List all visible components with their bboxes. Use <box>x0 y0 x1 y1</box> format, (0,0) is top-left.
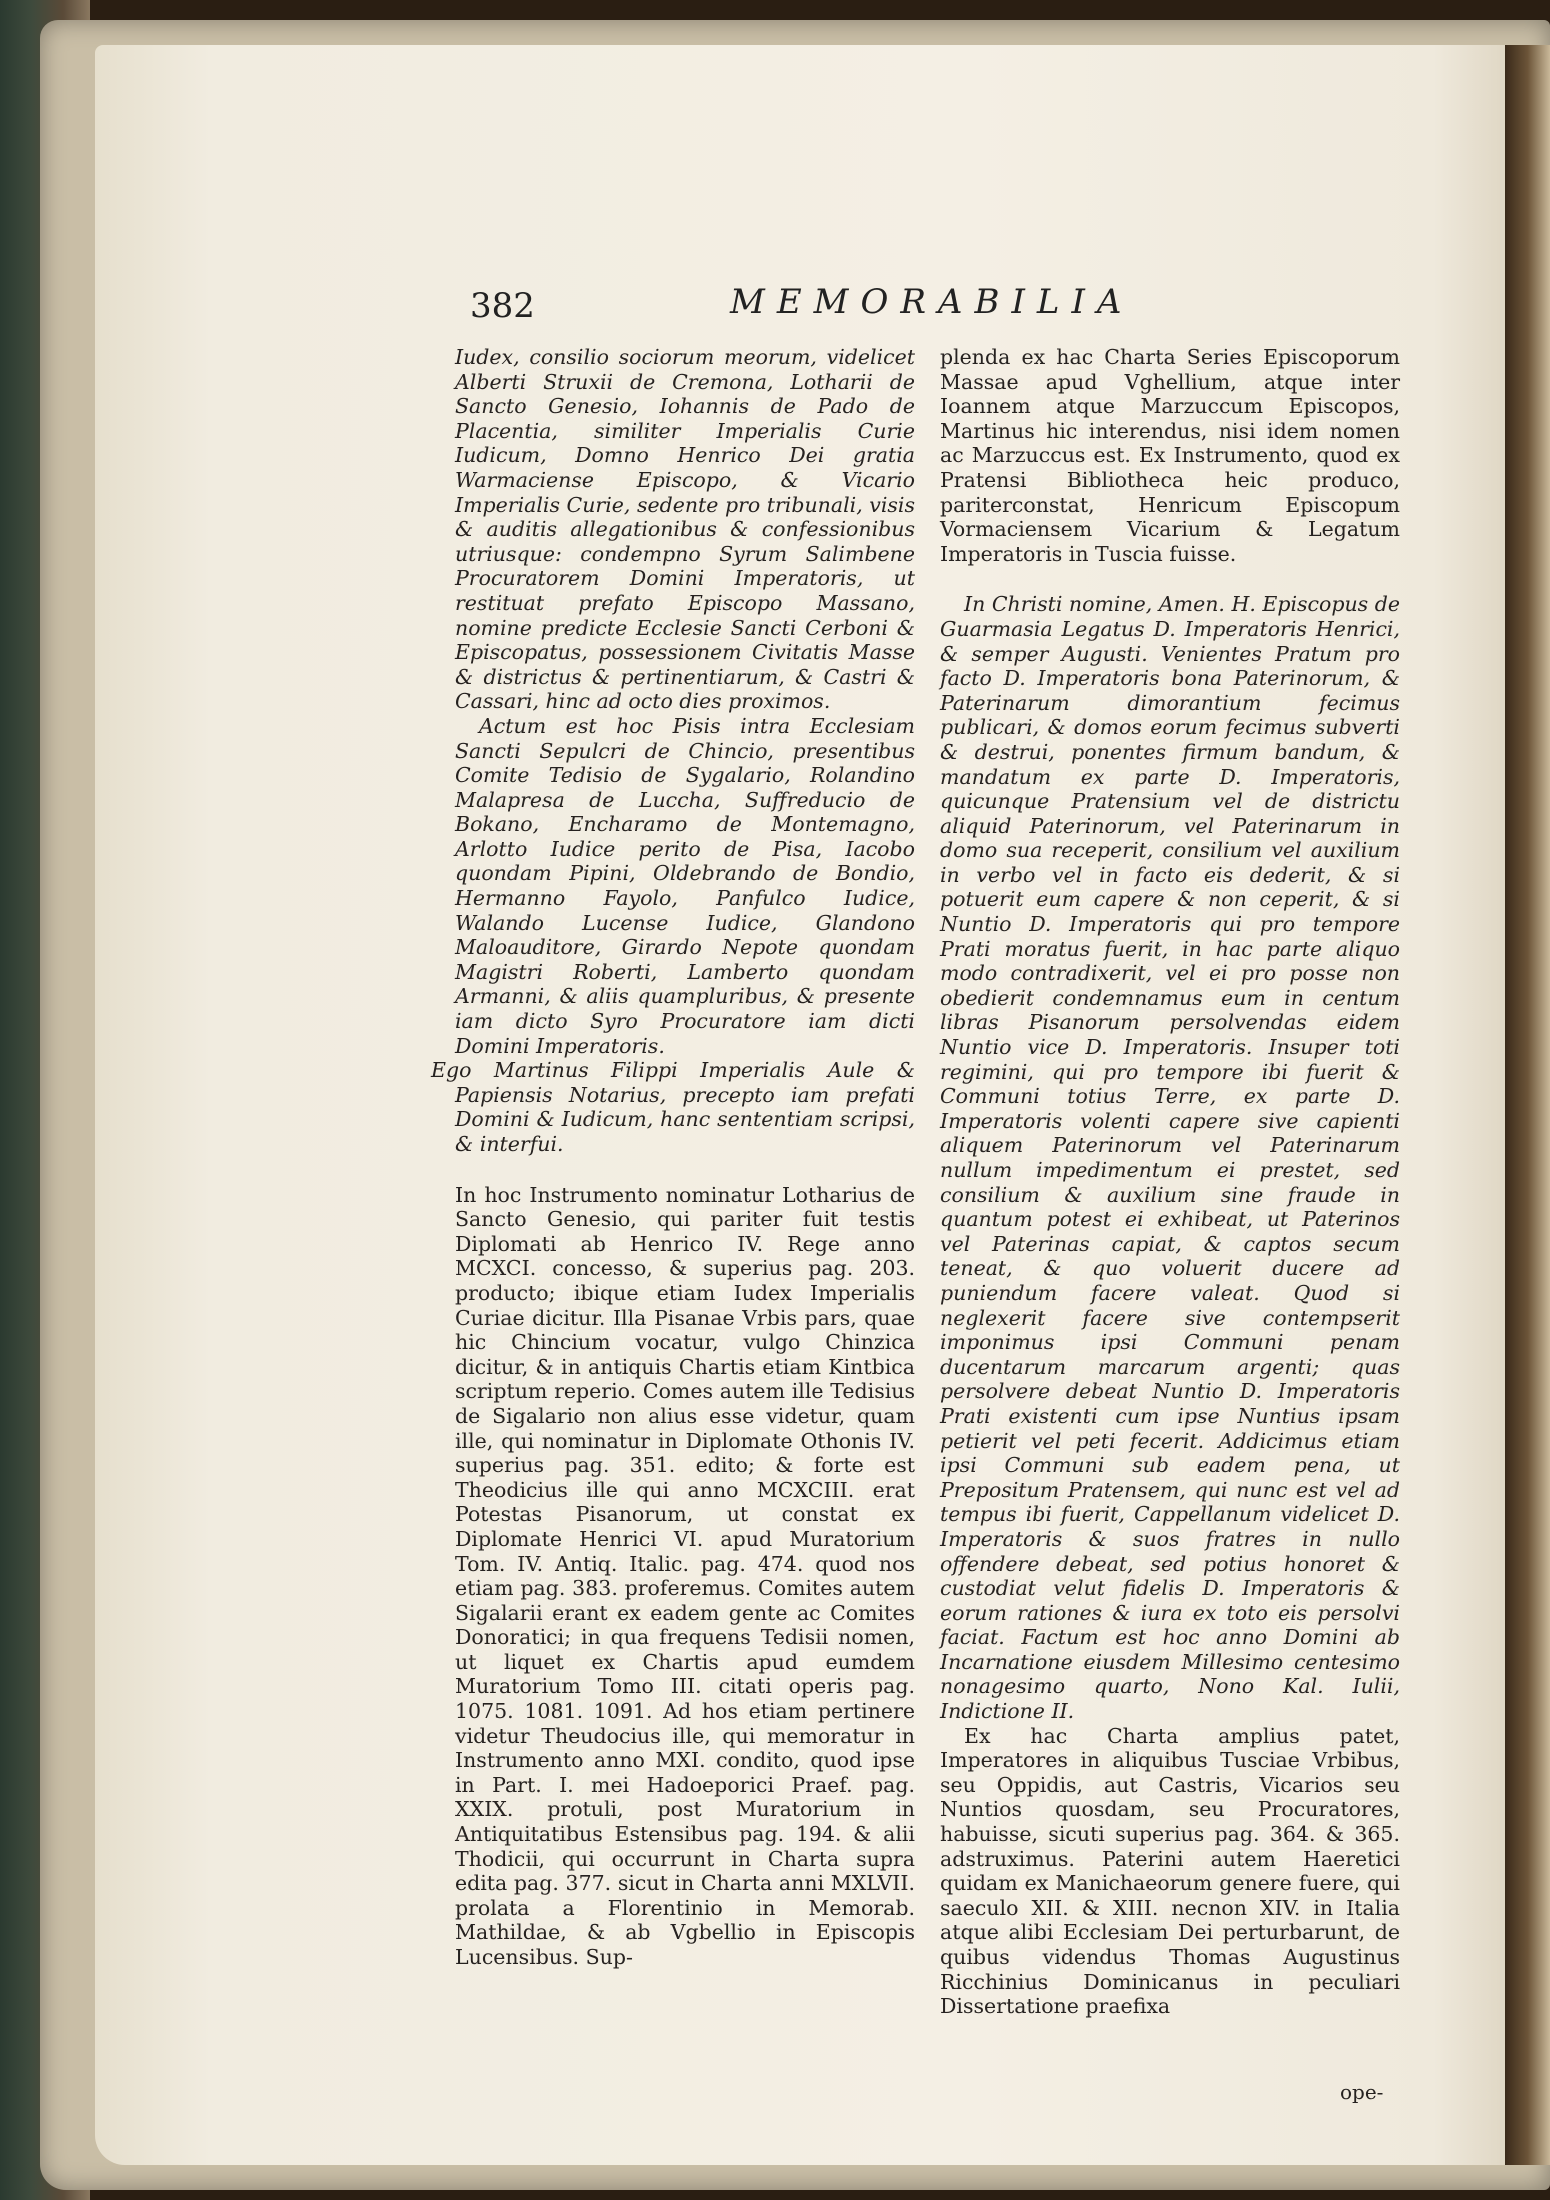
actum-paragraph: Actum est hoc Pisis intra Ecclesiam Sancti Sepulcri de Chincio, presentibus Comite Tedisio de Sygalario, Rolandino Malapresa de Luccha, Suffreducio de Bokano, Encharamo de Montemagno, Arlotto Iudice perito de Pisa, Iacobo quondam Pipini, Oldebrando de Bondio, Hermanno Fayolo, Panfulco Iudice, Walando Lucense Iudice, Glandono Maloauditore, Girardo Nepote quondam Magistri Roberti, Lamberto quondam Armanni, & aliis quampluribus, & presente iam dicto Syro Procuratore iam dicti Domini Imperatoris. <box>455 713 915 1058</box>
commentary-continuation: plenda ex hac Charta Series Episcoporum Massae apud Vghellium, atque inter Ioannem atque Marzuccum Episcopos, Martinus hic interendus, nisi idem nomen ac Marzuccus est. Ex Instrumento, quod ex Pratensi Bibliotheca heic produco, pariterconstat, Henricum Episcopum Vormaciensem Vicarium & Legatum Imperatoris in Tuscia fuisse. <box>940 345 1400 566</box>
right-column <box>940 345 1400 2019</box>
left-column <box>431 345 915 1970</box>
page-number: 382 <box>470 286 535 326</box>
gutter-shadow <box>1505 45 1550 2165</box>
notary-signature: Ego Martinus Filippi Imperialis Aule & Papiensis Notarius, precepto iam prefati Domini & Iudicum, hanc sententiam scripsi, & interfui. <box>431 1058 915 1156</box>
sentence-paragraph: Iudex, consilio sociorum meorum, videlicet Alberti Struxii de Cremona, Lotharii de Sancto Genesio, Iohannis de Pado de Placentia, similiter Imperialis Curie Iudicum, Domno Henrico Dei gratia Warmaciense Episcopo, & Vicario Imperialis Curie, sedente pro tribunali, visis & auditis allegationibus & confessionibus utriusque: condempno Syrum Salimbene Procuratorem Domini Imperatoris, ut restituat prefato Episcopo Massano, nomine predicte Ecclesie Sancti Cerboni & Episcopatus, possessionem Civitatis Masse & districtus & pertinentiarum, & Castri & Cassari, hinc ad octo dies proximos. <box>455 345 915 714</box>
charter-paragraph: In Christi nomine, Amen. H. Episcopus de Guarmasia Legatus D. Imperatoris Henrici, & semper Augusti. Venientes Pratum pro facto D. Imperatoris bona Paterinorum, & Paterinarum dimorantium fecimus publicari, & domos eorum fecimus subverti & destrui, ponentes firmum bandum, & mandatum ex parte D. Imperatoris, quicunque Pratensium vel de districtu aliquid Paterinorum, vel Paterinarum in domo sua receperit, consilium vel auxilium in verbo vel in facto eis dederit, & si potuerit eum capere & non ceperit, & si Nuntio D. Imperatoris qui pro tempore Prati moratus fuerit, in hac parte aliquo modo contradixerit, vel ei pro posse non obedierit condemnamus eum in centum libras Pisanorum persolvendas eidem Nuntio vice D. Imperatoris. Insuper toti regimini, qui pro tempore ibi fuerit & Communi totius Terre, ex parte D. Imperatoris volenti capere sive capienti aliquem Paterinorum vel Paterinarum nullum impedimentum ei prestet, sed consilium & auxilium sine fraude in quantum potest ei exhibeat, ut Paterinos vel Paterinas capiat, & captos secum teneat, & quo voluerit ducere ad puniendum facere valeat. Quod si neglexerit facere sive contempserit imponimus ipsi Communi penam ducentarum marcarum argenti; quas persolvere debeat Nuntio D. Imperatoris Prati existenti cum ipse Nuntius ipsam petierit vel peti fecerit. Addicimus etiam ipsi Communi sub eadem pena, ut Prepositum Pratensem, qui nunc est vel ad tempus ibi fuerit, Cappellanum videlicet D. Imperatoris & suos fratres in nullo offendere debeat, sed potius honoret & custodiat velut fidelis D. Imperatoris & eorum rationes & iura ex toto eis persolvi faciat. Factum est hoc anno Domini ab Incarnatione eiusdem Millesimo centesimo nonagesimo quarto, Nono Kal. Iulii, Indictione II. <box>940 592 1400 1724</box>
running-title: MEMORABILIA <box>730 282 1134 322</box>
catchword: ope- <box>1340 2080 1384 2104</box>
page-header <box>470 282 1170 332</box>
paterini-paragraph: Ex hac Charta amplius patet, Imperatores in aliquibus Tusciae Vrbibus, seu Oppidis, aut Castris, Vicarios seu Nuntios quosdam, seu Procuratores, habuisse, sicuti superius pag. 364. & 365. adstruximus. Paterini autem Haeretici quidam ex Manichaeorum genere fuere, qui saeculo XII. & XIII. necnon XIV. in Italia atque alibi Ecclesiam Dei perturbarunt, de quibus videndus Thomas Augustinus Ricchinius Dominicanus in peculiari Dissertatione praefixa <box>940 1723 1400 2019</box>
commentary-paragraph: In hoc Instrumento nominatur Lotharius de Sancto Genesio, qui pariter fuit testis Diplomati ab Henrico IV. Rege anno MCXCI. concesso, & superius pag. 203. producto; ibique etiam Iudex Imperialis Curiae dicitur. Illa Pisanae Vrbis pars, quae hic Chincium vocatur, vulgo Chinzica dicitur, & in antiquis Chartis etiam Kintbica scriptum reperio. Comes autem ille Tedisius de Sigalario non alius esse videtur, quam ille, qui nominatur in Diplomate Othonis IV. superius pag. 351. edito; & forte est Theodicius ille qui anno MCXCIII. erat Potestas Pisanorum, ut constat ex Diplomate Henrici VI. apud Muratorium Tom. IV. Antiq. Italic. pag. 474. quod nos etiam pag. 383. proferemus. Comites autem Sigalarii erant ex eadem gente ac Comites Donoratici; in qua frequens Tedisii nomen, ut liquet ex Chartis apud eumdem Muratorium Tomo III. citati operis pag. 1075. 1081. 1091. Ad hos etiam pertinere videtur Theudocius ille, qui memoratur in Instrumento anno MXI. condito, quod ipse in Part. I. mei Hadoeporici Praef. pag. XXIX. protuli, post Muratorium in Antiquitatibus Estensibus pag. 194. & alii Thodicii, qui occurrunt in Charta supra edita pag. 377. sicut in Charta anni MXLVII. prolata a Florentinio in Memorab. Mathildae, & ab Vgbellio in Episcopis Lucensibus. Sup- <box>455 1182 915 1969</box>
